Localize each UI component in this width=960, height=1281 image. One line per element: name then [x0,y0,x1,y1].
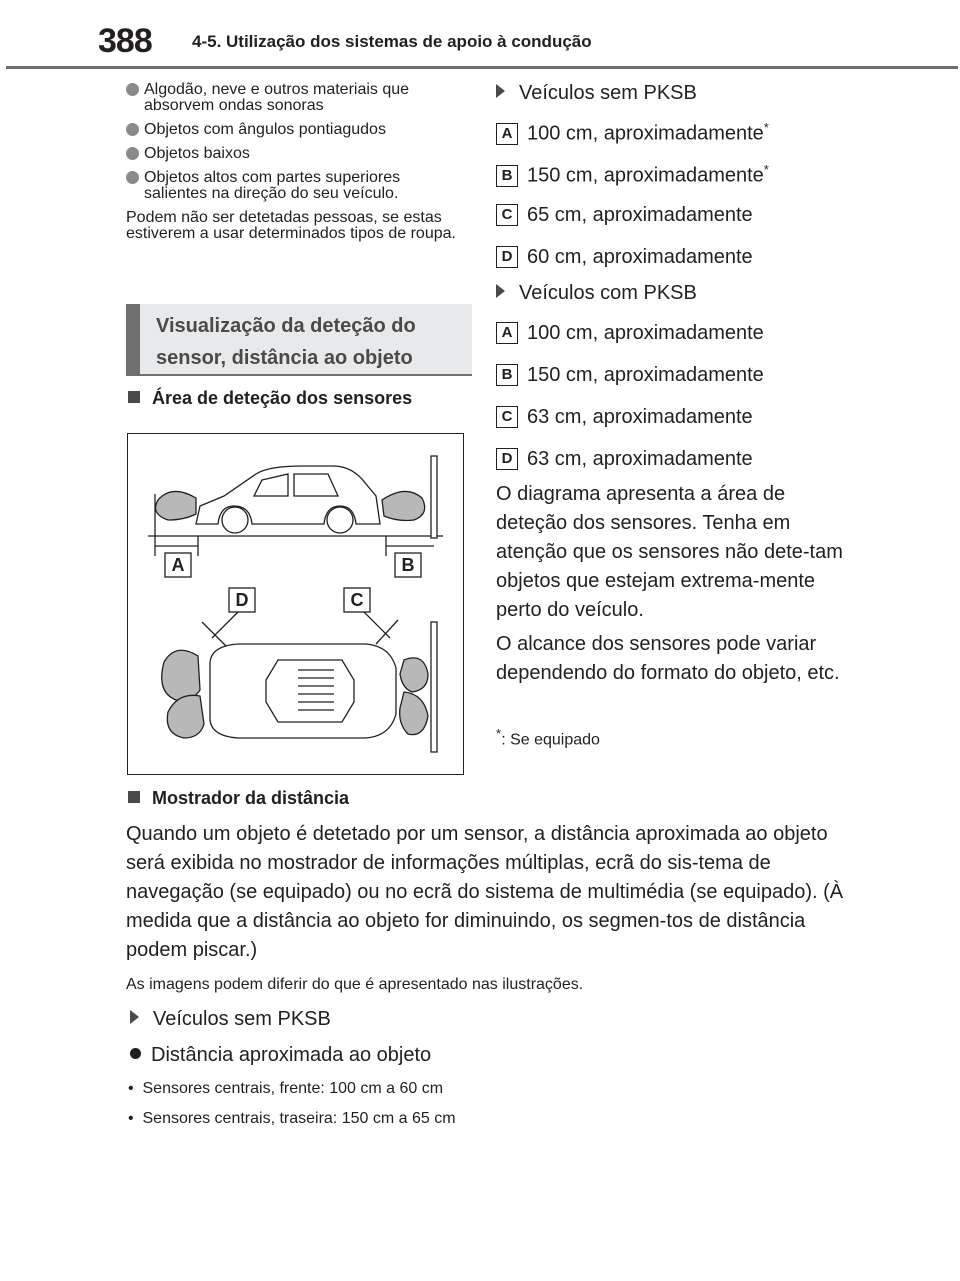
bullet-dot-icon [126,83,139,96]
rear-sensor-lobe [382,491,425,520]
figure-labels [165,553,421,612]
left-column [126,82,466,242]
distance-heading: Distância aproximada ao objeto [130,1044,431,1067]
triangle-bullet-icon [130,1010,139,1024]
page-number: 388 [98,22,152,60]
distance-item: A 100 cm, aproximadamente [496,322,764,345]
label-a: A [171,555,185,575]
front-right-sensor-lobe [167,695,204,738]
square-bullet-icon [128,391,140,403]
sensor-range-item: • Sensores centrais, traseira: 150 cm a 65 cm [128,1110,456,1127]
subheading-detection-area: Área de deteção dos sensores [128,388,412,409]
section-heading-rule [126,374,472,376]
section-title: 4-5. Utilização dos sistemas de apoio à condução [192,32,592,51]
label-box: B [496,165,518,187]
distance-item: B 150 cm, aproximadamente* [496,162,769,188]
label-b: B [401,555,415,575]
front-wheel [222,507,248,533]
page-header [0,0,960,70]
illustration-note: As imagens podem diferir do que é apresentado nas ilustrações. [126,976,584,993]
vehicle-heading: Veículos sem PKSB [130,1008,331,1031]
bullet-item: Objetos altos com partes superiores salientes na direção do seu veículo. [126,170,466,202]
sensor-diagram [128,434,462,773]
label-c: C [350,590,364,610]
range-explanation: O alcance dos sensores pode variar dependendo do formato do objeto, etc. [496,633,840,684]
subheading-distance-display: Mostrador da distância [128,788,349,809]
triangle-bullet-icon [496,84,505,98]
clothing-note: Podem não ser detetadas pessoas, se estas estiverem a usar determinados tipos de roupa. [126,209,456,242]
square-bullet-icon [128,791,140,803]
bullet-dot-icon [126,171,139,184]
round-bullet-icon [130,1048,141,1059]
label-box: C [496,406,518,428]
bullet-dot-icon [126,147,139,160]
label-box: C [496,204,518,226]
bullet-item: Algodão, neve e outros materiais que absorvem ondas sonoras [126,82,466,114]
rear-post [431,456,437,538]
distance-item: D 63 cm, aproximadamente [496,448,753,471]
front-sensor-lobe [156,491,196,520]
distance-item: C 63 cm, aproximadamente [496,406,753,429]
diagram-explanation: O diagrama apresenta a área de deteção dos sensores. Tenha em atenção que os sensores não dete-tam objetos que estejam extrema-mente perto do veículo. [496,483,843,621]
rear-left-sensor-lobe [400,658,428,692]
distance-display-paragraph: Quando um objeto é detetado por um sensor, a distância aproximada ao objeto será exibida no mostrador de informações múltiplas, ecrã do sis-tema de navegação (se equipado) ou no ecrã do sistema de multimédia (se equipado). (À medida que a distância ao objeto for diminuindo, os segmen-tos de distância podem piscar.) [126,823,844,961]
distance-item: B 150 cm, aproximadamente [496,364,764,387]
label-box: D [496,246,518,268]
label-box: B [496,364,518,386]
section-heading: Visualização da deteção do sensor, distância ao objeto [156,315,416,369]
car-top-view [210,644,396,738]
triangle-bullet-icon [496,284,505,298]
rear-right-sensor-lobe [400,692,428,735]
header-rule [6,66,958,69]
label-box: A [496,322,518,344]
section-heading-box [126,304,472,374]
label-box: D [496,448,518,470]
label-d: D [235,590,249,610]
sensor-area-figure [127,433,464,775]
rear-post-top [431,622,437,752]
sensor-range-item: • Sensores centrais, frente: 100 cm a 60 cm [128,1080,444,1097]
label-box: A [496,123,518,145]
bullet-dot-icon [126,123,139,136]
rear-wheel [327,507,353,533]
front-left-sensor-lobe [162,650,200,700]
distance-item: D 60 cm, aproximadamente [496,246,753,269]
footnote: *: Se equipado [496,726,600,749]
group-heading-with-pksb: Veículos com PKSB [496,282,697,305]
bullet-item: Objetos baixos [126,146,466,162]
distance-item: C 65 cm, aproximadamente [496,204,753,227]
group-heading-without-pksb: Veículos sem PKSB [496,82,697,105]
bullet-item: Objetos com ângulos pontiagudos [126,122,466,138]
distance-item: A 100 cm, aproximadamente* [496,120,769,146]
